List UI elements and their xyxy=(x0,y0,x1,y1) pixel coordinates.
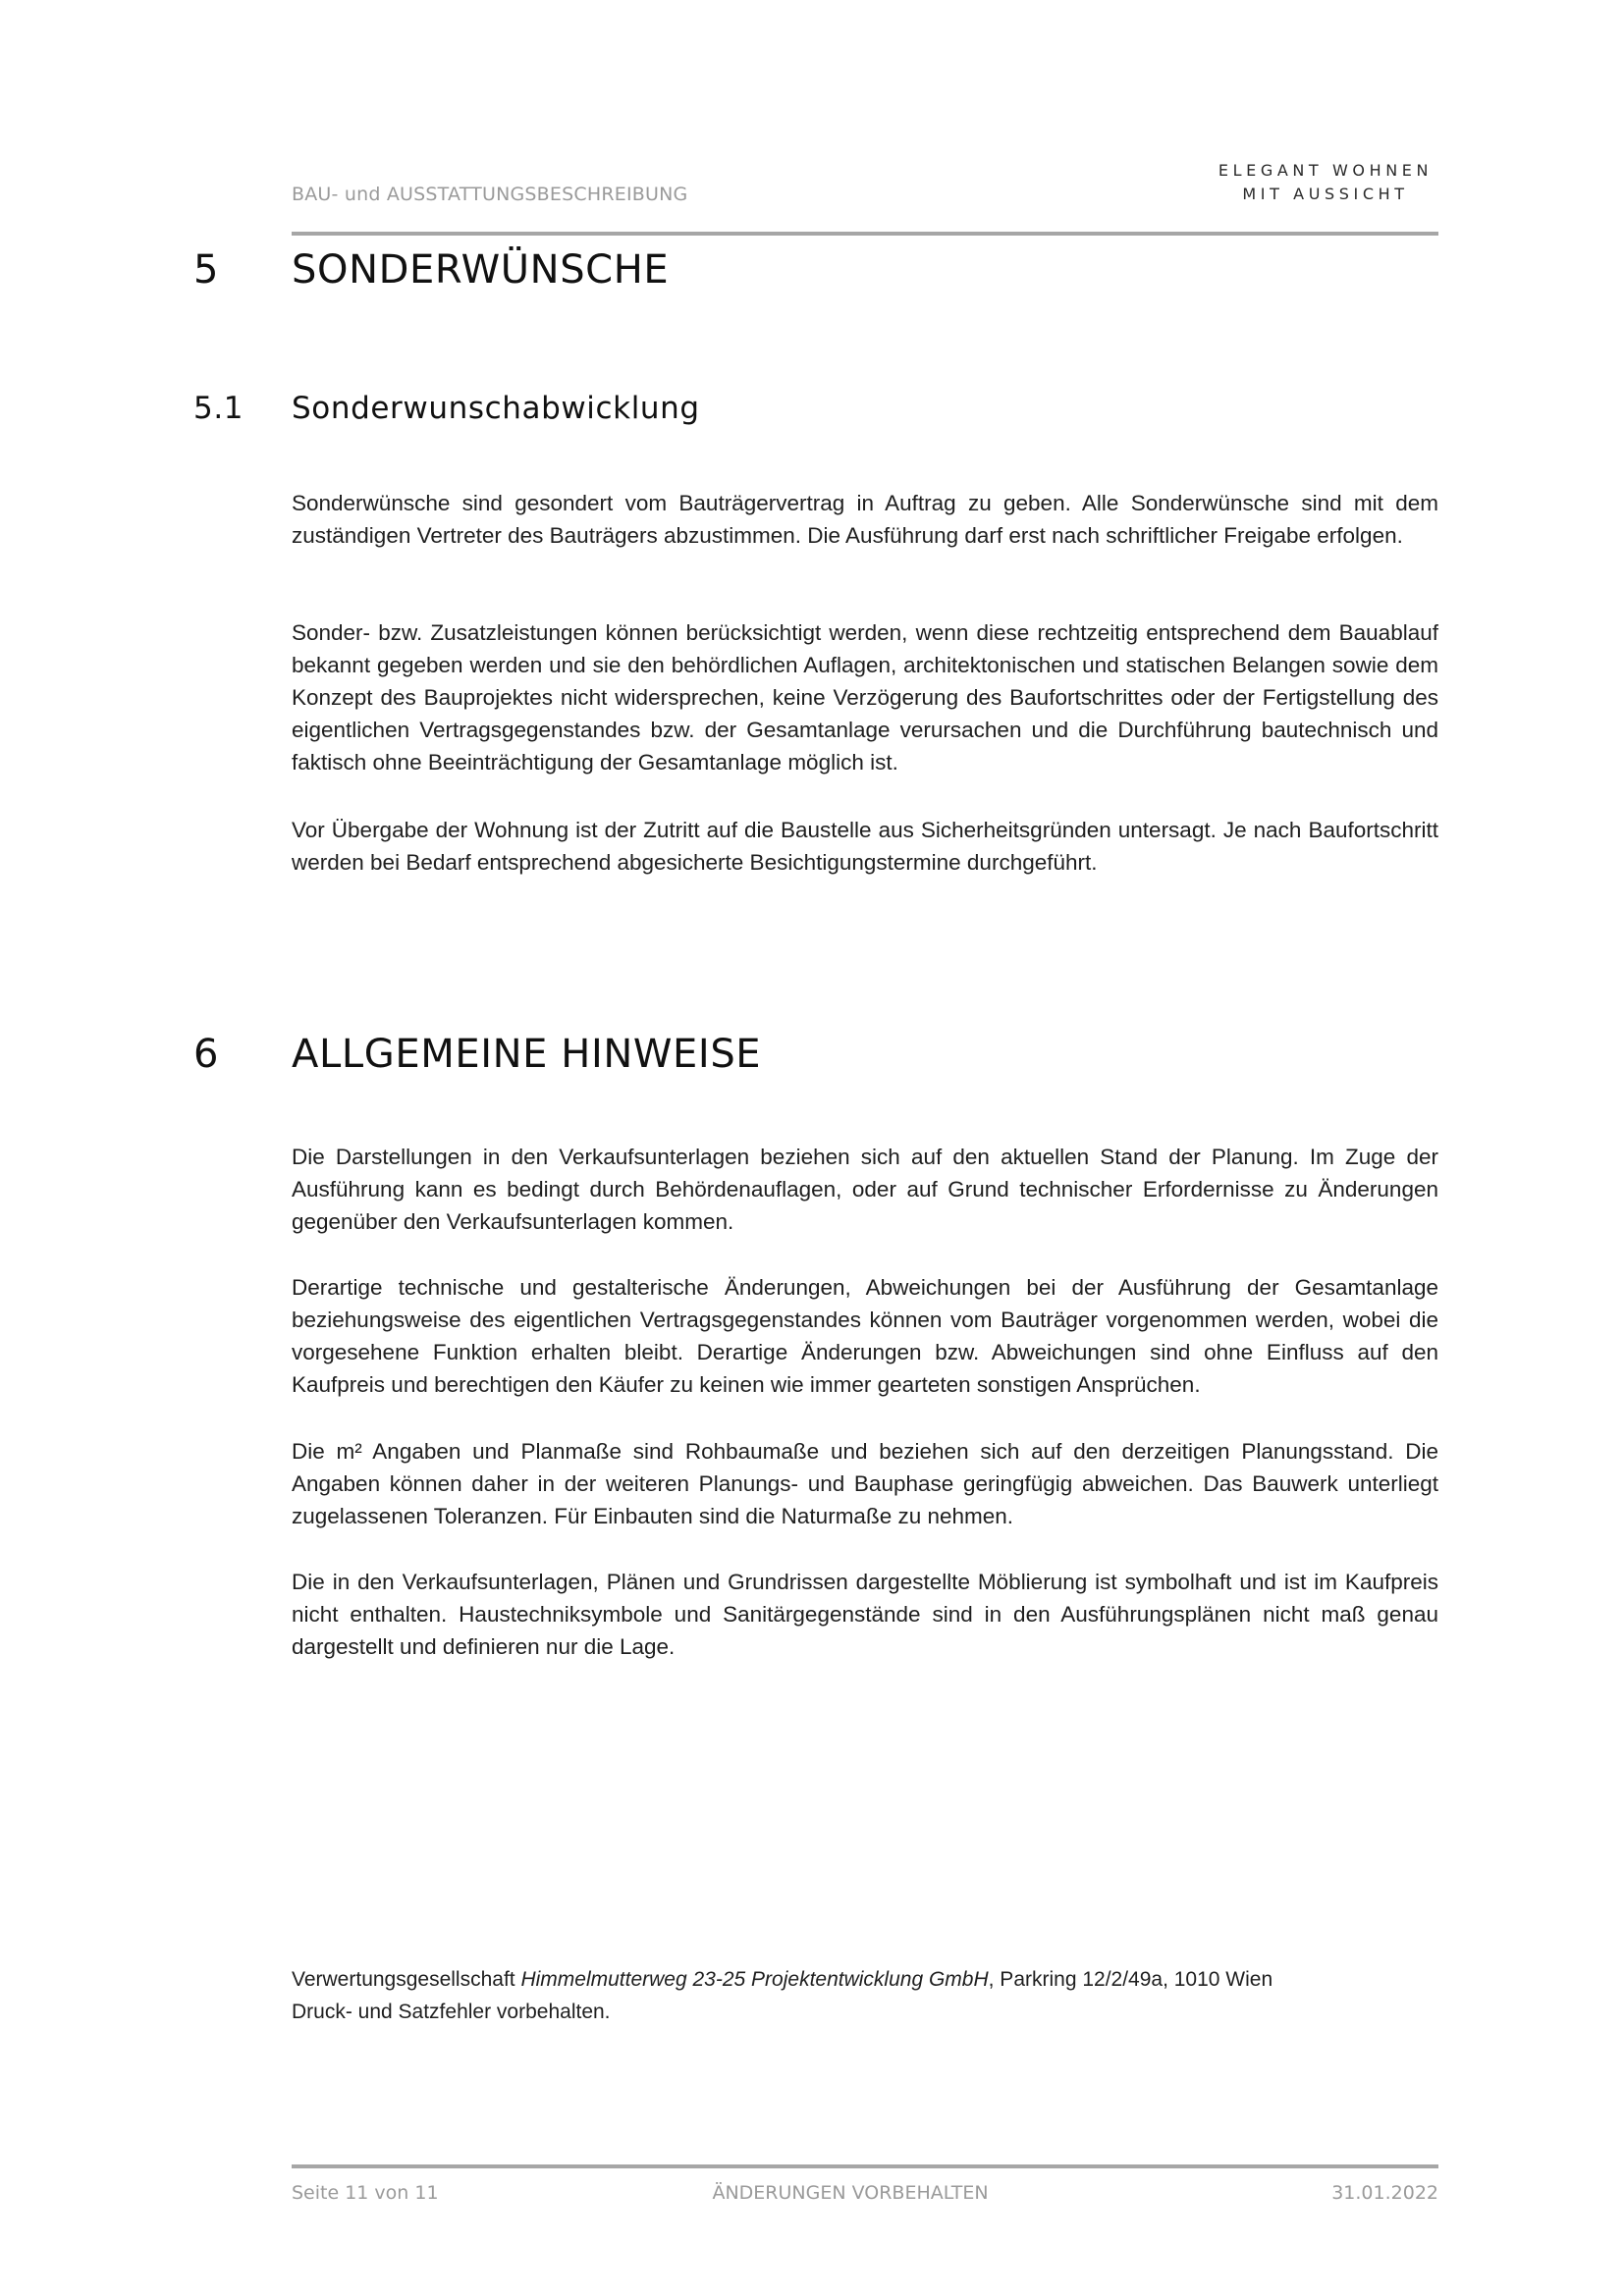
section-5-number: 5 xyxy=(193,247,220,293)
section-5-title: SONDERWÜNSCHE xyxy=(292,247,670,293)
section-6-title: ALLGEMEINE HINWEISE xyxy=(292,1032,762,1077)
section-5-paragraph-2: Sonder- bzw. Zusatzleistungen können berücksichtigt werden, wenn diese rechtzeitig entsprechend dem Bauablauf bekannt gegeben werden und sie den behördlichen Auflagen, architektonischen und statischen Belangen sowie dem Konzept des Bauprojektes nicht widersprechen, keine Verzögerung des Baufortschrittes oder der Fertigstellung des eigentlichen Vertragsgegenstandes bzw. der Gesamtanlage verursachen und die Durchführung bautechnisch und faktisch ohne Beeinträchtigung der Gesamtanlage möglich ist. xyxy=(292,620,1438,774)
footer-date: 31.01.2022 xyxy=(1331,2182,1438,2204)
section-6-paragraph-2: Derartige technische und gestalterische Änderungen, Abweichungen bei der Ausführung der Gesamtanlage beziehungsweise des eigentlichen Vertragsgegenstandes können vom Bauträger vorgenommen werden, wobei die vorgesehene Funktion erhalten bleibt. Derartige Änderungen bzw. Abweichungen sind ohne Einfluss auf den Kaufpreis und berechtigen den Käufer zu keinen wie immer gearteten sonstigen Ansprüchen. xyxy=(292,1275,1438,1397)
footnote-company: Himmelmutterweg 23-25 Projektentwicklung GmbH xyxy=(520,1968,989,1991)
section-6-paragraph-1: Die Darstellungen in den Verkaufsunterlagen beziehen sich auf den aktuellen Stand der Planung. Im Zuge der Ausführung kann es bedingt durch Behördenauflagen, oder auf Grund technischer Erfordernisse zu Änderungen gegenüber den Verkaufsunterlagen kommen. xyxy=(292,1145,1438,1234)
section-6-paragraph-4: Die in den Verkaufsunterlagen, Plänen und Grundrissen dargestellte Möblierung ist symbolhaft und ist im Kaufpreis nicht enthalten. Haustechniksymbole und Sanitärgegenstände sind in den Ausführungsplänen nicht maß genau dargestellt und definieren nur die Lage. xyxy=(292,1570,1438,1659)
header-divider xyxy=(292,232,1438,236)
brand-line-2: MIT AUSSICHT xyxy=(1242,185,1409,203)
footer-page-number: Seite 11 von 11 xyxy=(292,2182,439,2204)
subsection-5-1-title: Sonderwunschabwicklung xyxy=(292,391,700,426)
brand-logo-text xyxy=(1218,159,1434,206)
document-header-title: BAU- und AUSSTATTUNGSBESCHREIBUNG xyxy=(292,184,688,205)
footer-divider xyxy=(292,2164,1438,2168)
brand-line-1: ELEGANT WOHNEN xyxy=(1218,161,1434,180)
legal-footnote xyxy=(292,1963,1438,2028)
subsection-5-1-number: 5.1 xyxy=(193,391,244,426)
footnote-address: , Parkring 12/2/49a, 1010 Wien xyxy=(988,1968,1273,1991)
section-5-paragraph-3: Vor Übergabe der Wohnung ist der Zutritt auf die Baustelle aus Sicherheitsgründen untersagt. Je nach Baufortschritt werden bei Bedarf entsprechend abgesicherte Besichtigungstermine durchgeführt. xyxy=(292,818,1438,875)
section-5-paragraph-1: Sonderwünsche sind gesondert vom Bauträgervertrag in Auftrag zu geben. Alle Sonderwünsche sind mit dem zuständigen Vertreter des Bauträgers abzustimmen. Die Ausführung darf erst nach schriftlicher Freigabe erfolgen. xyxy=(292,491,1438,548)
footnote-line-2: Druck- und Satzfehler vorbehalten. xyxy=(292,2001,611,2023)
section-6-number: 6 xyxy=(193,1032,220,1077)
footer-notice: ÄNDERUNGEN VORBEHALTEN xyxy=(712,2182,989,2204)
section-6-paragraph-3: Die m² Angaben und Planmaße sind Rohbaumaße und beziehen sich auf den derzeitigen Planungsstand. Die Angaben können daher in der weiteren Planungs- und Bauphase geringfügig abweichen. Das Bauwerk unterliegt zugelassenen Toleranzen. Für Einbauten sind die Naturmaße zu nehmen. xyxy=(292,1439,1438,1528)
footnote-line-1 xyxy=(292,1963,1438,1996)
footnote-prefix: Verwertungsgesellschaft xyxy=(292,1968,521,1991)
